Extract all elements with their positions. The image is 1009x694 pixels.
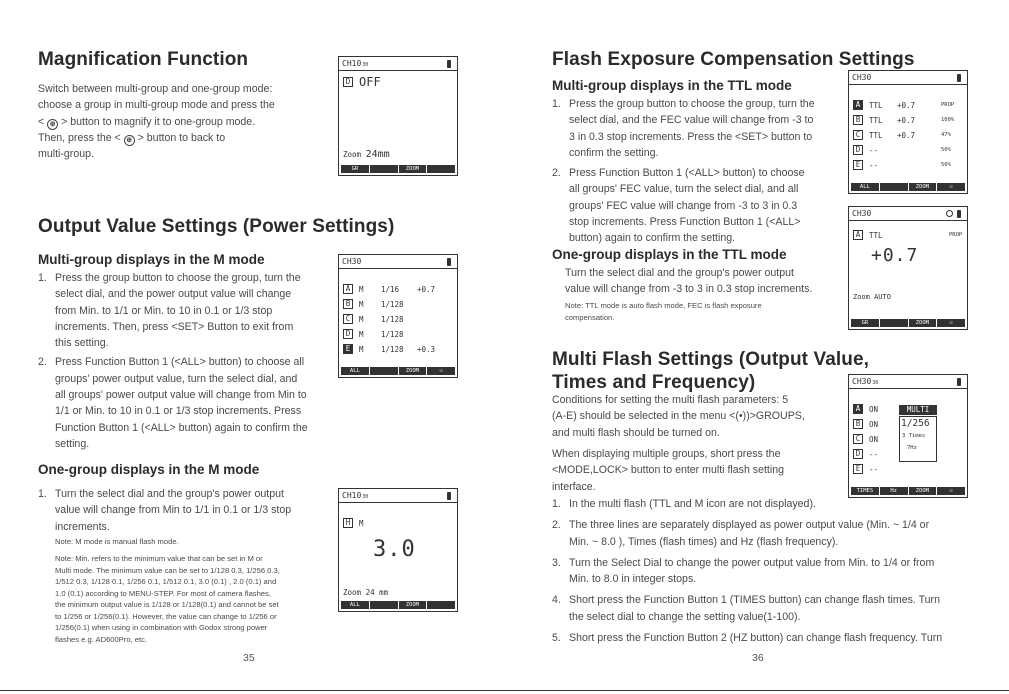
power-value: 3.0 (373, 537, 416, 562)
lcd-group-row: A TTL PROP (853, 230, 967, 240)
list-item: 1. Press the group button to choose the group, turn the select dial, and the power output value will change from Min. to 1/1 or Min. to 10 in 0.1 or 1/3 stop increments. Then, press <SET> Button to exit from this setting. (38, 272, 301, 350)
page-number-right: 36 (752, 652, 764, 664)
divider (339, 70, 457, 71)
softkey-blank (370, 165, 398, 173)
multi-times-value: 3 Times (902, 433, 926, 439)
softkey-zoom: ZOOM (909, 183, 937, 191)
lcd-row: C ON (853, 434, 878, 444)
divider (339, 268, 457, 269)
one-m-steps (38, 486, 328, 535)
group-box: D (343, 77, 353, 87)
lcd-channel: CH30 (852, 73, 872, 82)
list-item: 2. Press Function Button 1 (<ALL> button) to choose all groups' FEC value, turn the select dial, and all groups' FEC value will change from -3 to 3 in 0.3 stop increments. Press Function Button 1 (<ALL> button) again to confirm the setting. (552, 167, 805, 245)
battery-icon (447, 258, 451, 266)
text-line: multi-group. (38, 148, 94, 161)
softkey-blank (370, 601, 398, 609)
lcd-fec-multi-display (848, 70, 968, 194)
lcd-channel: CH1030 (342, 59, 369, 68)
softkey-zoom: ZOOM (399, 165, 427, 173)
lcd-row: B M 1/128 (343, 299, 417, 309)
lcd-row: D M 1/128 (343, 329, 417, 339)
divider (849, 388, 967, 389)
list-item: 5. Short press the Function Button 2 (HZ button) can change flash frequency. Turn (552, 632, 943, 645)
lcd-row: A TTL +0.7 PROP (853, 100, 967, 110)
fec-note: Note: TTL mode is auto flash mode, FEC is flash exposure compensation. (565, 301, 762, 322)
text-fragment: Then, press the < (38, 131, 121, 144)
softkey-light: ☉ (937, 319, 965, 327)
magnification-title: Magnification Function (38, 49, 249, 70)
lcd-channel: CH30 (342, 257, 362, 266)
lcd-group-row (343, 75, 381, 89)
multi-intro: Conditions for setting the multi flash parameters: 5 (A-E) should be selected in the menu <(•))>GROUPS, and multi flash should be turned on. (552, 394, 805, 439)
softkey-all: ALL (851, 183, 879, 191)
battery-icon (447, 60, 451, 68)
lcd-multi-flash-display (848, 374, 968, 498)
multi-power-value: 1/256 (901, 418, 930, 429)
divider (849, 220, 967, 221)
lcd-multi-m-display (338, 254, 458, 378)
softkey-bar (851, 319, 965, 327)
list-item: 1. In the multi flash (TTL and M icon are not displayed). (552, 498, 816, 510)
multi-m-steps (38, 270, 338, 452)
lcd-row: E -- 50% (853, 160, 967, 170)
zoom-readout: Zoom 24 mm (343, 588, 389, 597)
fec-one-heading: One-group displays in the TTL mode (552, 247, 787, 262)
multi-hz-value: 7Hz (907, 445, 917, 451)
page-bottom-rule (0, 690, 1009, 691)
list-item: 1. Turn the select dial and the group's power output value will change from Min to 1/1 in 0.1 or 1/3 stop increments. (38, 488, 292, 533)
multi-flash-steps (552, 496, 982, 646)
lcd-row: B ON (853, 419, 878, 429)
fec-steps (552, 96, 842, 247)
softkey-light: ☉ (937, 487, 965, 495)
softkey-light: ☉ (937, 183, 965, 191)
divider (849, 84, 967, 85)
softkey-times: TIMES (851, 487, 879, 495)
softkey-hz: Hz (880, 487, 908, 495)
lcd-row: A ON (853, 404, 878, 414)
fec-value: +0.7 (871, 245, 919, 266)
lcd-channel: CH3030 (852, 377, 879, 386)
output-title: Output Value Settings (Power Settings) (38, 216, 395, 237)
softkey-zoom: ZOOM (399, 367, 427, 375)
softkey-bar (341, 601, 455, 609)
zoom-readout: Zoom 24mm (343, 149, 390, 160)
divider (339, 502, 457, 503)
lcd-row: E -- (853, 464, 878, 474)
softkey-light: ☉ (427, 367, 455, 375)
softkey-blank (370, 367, 398, 375)
lcd-group-row: H M (343, 518, 364, 528)
lcd-row: C M 1/128 (343, 314, 417, 324)
text-fragment: > button to magnify it to one-group mode. (61, 115, 256, 128)
magnification-paragraph (38, 81, 328, 162)
lcd-row: B TTL +0.7 100% (853, 115, 967, 125)
fec-title: Flash Exposure Compensation Settings (552, 49, 915, 70)
fec-multi-heading: Multi-group displays in the TTL mode (552, 78, 792, 93)
softkey-blank (880, 319, 908, 327)
magnifier-icon: ⊕ (124, 135, 135, 146)
softkey-bar (851, 487, 965, 495)
battery-icon (957, 378, 961, 386)
softkey-gr: GR (341, 165, 369, 173)
softkey-blank (427, 165, 455, 173)
fec-one-paragraph: Turn the select dial and the group's power output value will change from -3 to 3 in 0.3 stop increments. (565, 267, 813, 296)
multi-m-heading: Multi-group displays in the M mode (38, 252, 265, 267)
multi-intro-2: When displaying multiple groups, short press the <MODE,LOCK> button to enter multi flash setting interface. (552, 448, 784, 493)
softkey-blank (880, 183, 908, 191)
softkey-bar (341, 367, 455, 375)
text-line (38, 130, 328, 146)
battery-icon (957, 74, 961, 82)
lcd-one-m-display (338, 488, 458, 612)
softkey-bar (341, 165, 455, 173)
magnifier-icon: ⊕ (47, 119, 58, 130)
battery-icon (447, 492, 451, 500)
list-item: 2. Press Function Button 1 (<ALL> button) to choose all groups' power output value, turn the select dial, and all groups' power output value will change from Min to 1/1 or Min. to 10 in 0.1 or 1/3 stop increments. Press Function Button 1 (<ALL> button) again to confirm the setting. (38, 356, 308, 450)
softkey-bar (851, 183, 965, 191)
multi-flash-title: Multi Flash Settings (Output Value, Times and Frequency) (552, 349, 870, 393)
text-fragment: > button to back to (137, 131, 226, 144)
list-item: 1. Press the group button to choose the group, turn the select dial, and the FEC value will change from -3 to 3 in 0.3 stop increments. Press the <SET> button to confirm the setting. (552, 98, 815, 159)
softkey-zoom: ZOOM (909, 487, 937, 495)
list-item: 2. The three lines are separately displayed as power output value (Min. ~ 1/4 or Min. ~ 8.0 ), Times (flash times) and Hz (flash frequency). (552, 519, 930, 548)
softkey-zoom: ZOOM (909, 319, 937, 327)
softkey-all: ALL (341, 367, 369, 375)
softkey-all: ALL (341, 601, 369, 609)
lcd-magnified-display (338, 56, 458, 176)
lcd-channel: CH1030 (342, 491, 369, 500)
text-line: choose a group in multi-group mode and press the (38, 99, 275, 112)
note-m-mode: Note: M mode is manual flash mode. (55, 537, 179, 546)
group-status: OFF (359, 75, 381, 89)
multi-mode-label: MULTI (899, 405, 937, 415)
lcd-row: D -- 50% (853, 145, 967, 155)
lcd-row: D -- (853, 449, 878, 459)
list-item: 3. Turn the Select Dial to change the power output value from Min. to 1/4 or from Min. to 8.0 in integer stops. (552, 556, 935, 586)
note-min: Note: Min. refers to the minimum value that can be set in M or Multi mode. The minimum value can be set to 1/128 0.3, 1/256 0.3, 1/512 0.3, 1/128 0.1, 1/256 0.1, 1/512 0.1, 3.0 (0.1) , 2.0 (0.1) and 1.0 (0.1) according to MENU-STEP. For most of camera flashes, the minimum output value is 1/128 or 1/128(0.1) and cannot be set to 1/256 or 1/256(0.1). However, the value can change to 1/256 or 1/256(0.1) when using in combination with Godox strong power flashes e.g. AD600Pro, etc. (55, 554, 280, 644)
text-line: Switch between multi-group and one-group mode: (38, 83, 273, 95)
lcd-fec-one-display (848, 206, 968, 330)
softkey-gr: GR (851, 319, 879, 327)
lcd-channel: CH30 (852, 209, 872, 218)
lcd-row: A M 1/16 +0.7 (343, 284, 435, 294)
bulb-icon (946, 210, 953, 217)
lcd-row: C TTL +0.7 47% (853, 130, 967, 140)
battery-icon (957, 210, 961, 218)
softkey-blank (427, 601, 455, 609)
softkey-zoom: ZOOM (399, 601, 427, 609)
lcd-row: E M 1/128 +0.3 (343, 344, 435, 354)
page-number-left: 35 (243, 652, 255, 664)
zoom-readout: Zoom AUTO (853, 293, 891, 301)
one-m-heading: One-group displays in the M mode (38, 462, 260, 477)
text-line (38, 114, 328, 130)
list-item: 4. Short press the Function Button 1 (TIMES button) can change flash times. Turn the select dial to change the setting value(1-100). (552, 594, 940, 623)
less-than: < (38, 115, 45, 128)
